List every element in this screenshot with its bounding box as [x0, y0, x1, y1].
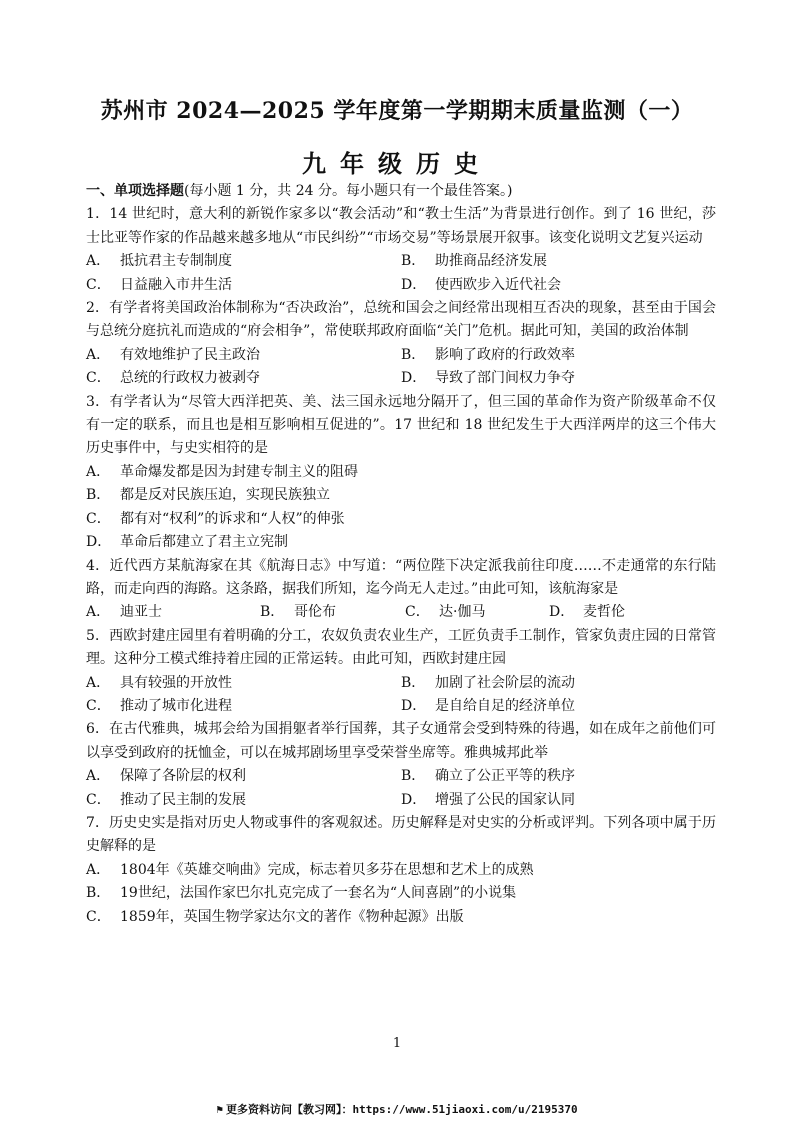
question-stem: 7．历史史实是指对历史人物或事件的客观叙述。历史解释是对史实的分析或评判。下列各项中属于历史解释的是: [86, 814, 716, 855]
option-key: C．: [86, 908, 111, 925]
option-key: D．: [86, 534, 112, 551]
option-text: 影响了政府的行政效率: [435, 346, 575, 363]
answer-option[interactable]: [86, 601, 260, 624]
option-text: 麦哲伦: [583, 604, 625, 621]
answer-option[interactable]: [401, 367, 716, 390]
question-stem: 5．西欧封建庄园里有着明确的分工，农奴负责农业生产，工匠负责手工制作，管家负责庄园的日常管理。这种分工模式维持着庄园的正常运转。由此可知，西欧封建庄园: [86, 627, 716, 668]
section-note: (每小题 1 分，共 24 分。每小题只有一个最佳答案。): [184, 183, 513, 199]
answer-option[interactable]: [86, 672, 401, 695]
answer-option[interactable]: [405, 601, 549, 624]
answer-option[interactable]: [86, 508, 716, 531]
answer-option[interactable]: [86, 250, 401, 273]
option-text: 具有较强的开放性: [120, 674, 232, 691]
option-key: B．: [401, 346, 426, 363]
option-group: [86, 765, 716, 812]
footer-link[interactable]: [0, 1101, 794, 1117]
option-text: 加剧了社会阶层的流动: [435, 674, 575, 691]
answer-option[interactable]: [86, 344, 401, 367]
option-group: [86, 601, 716, 624]
option-text: 哥伦布: [294, 604, 336, 621]
footer-text: 更多资料访问【教习网】：https://www.51jiaoxi.com/u/2195370: [225, 1103, 578, 1116]
option-group: [86, 461, 716, 555]
option-text: 推动了城市化进程: [120, 697, 232, 714]
option-key: B．: [86, 487, 111, 504]
option-key: D．: [401, 370, 427, 387]
option-text: 1859年，英国生物学家达尔文的著作《物种起源》出版: [120, 908, 464, 925]
answer-option[interactable]: [86, 484, 716, 507]
question-stem: 4．近代西方某航海家在其《航海日志》中写道：“两位陛下决定派我前往印度……不走通常的东行陆路，而走向西的海路。这条路，据我们所知，迄今尚无人走过。”由此可知，该航海家是: [86, 557, 716, 597]
option-text: 助推商品经济发展: [435, 253, 547, 270]
answer-option[interactable]: [86, 882, 716, 905]
option-key: A．: [86, 463, 111, 480]
option-text: 都有对“权利”的诉求和“人权”的伸张: [120, 510, 345, 527]
option-text: 增强了公民的国家认同: [435, 791, 575, 808]
section-heading: [86, 180, 716, 203]
answer-option[interactable]: [549, 601, 625, 624]
answer-option[interactable]: [86, 461, 716, 484]
option-key: C．: [86, 370, 111, 387]
answer-option[interactable]: [86, 859, 716, 882]
answer-option[interactable]: [86, 789, 401, 812]
option-text: 达·伽马: [439, 604, 486, 621]
section-title: 一、单项选择题: [86, 183, 184, 199]
option-key: B．: [401, 674, 426, 691]
option-text: 19世纪，法国作家巴尔扎克完成了一套名为“人间喜剧”的小说集: [120, 885, 517, 902]
option-key: B．: [401, 768, 426, 785]
option-key: C．: [86, 276, 111, 293]
option-group: [86, 344, 716, 391]
question-stem: 3．有学者认为“尽管大西洋把英、美、法三国永远地分隔开了，但三国的革命作为资产阶级革命不仅有一定的联系，而且也是相互影响相互促进的”。17 世纪和 18 世纪发生于大西洋两岸的这三个伟大历史事件中，与史实相符的是: [86, 393, 716, 457]
question-stem: 2．有学者将美国政治体制称为“否决政治”，总统和国会之间经常出现相互否决的现象，甚至由于国会与总统分庭抗礼而造成的“府会相争”，常使联邦政府面临“关门”危机。据此可知，美国的政治体制: [86, 300, 716, 340]
option-text: 保障了各阶层的权利: [120, 768, 246, 785]
answer-option[interactable]: [86, 906, 716, 929]
answer-option[interactable]: [401, 789, 716, 812]
exam-content: [86, 180, 716, 929]
option-text: 抵抗君主专制制度: [120, 253, 232, 270]
option-key: D．: [549, 604, 575, 621]
flag-icon: ⚑: [216, 1103, 223, 1116]
option-text: 确立了公正平等的秩序: [435, 768, 575, 785]
option-text: 使西欧步入近代社会: [435, 276, 561, 293]
option-text: 日益融入市井生活: [120, 276, 232, 293]
question-stem: 1．14 世纪时，意大利的新锐作家多以“教会活动”和“教士生活”为背景进行创作。到了 16 世纪，莎士比亚等作家的作品越来越多地从“市民纠纷”“市场交易”等场景展开叙事。该变化说明文艺复兴运动: [86, 206, 716, 246]
question-list: [86, 203, 716, 929]
answer-option[interactable]: [401, 274, 716, 297]
option-text: 迪亚士: [120, 604, 162, 621]
answer-option[interactable]: [401, 344, 716, 367]
option-key: A．: [86, 346, 111, 363]
answer-option[interactable]: [86, 531, 716, 554]
question-stem: 6．在古代雅典，城邦会给为国捐躯者举行国葬，其子女通常会受到特殊的待遇，如在成年之前他们可以享受到政府的抚恤金，可以在城邦剧场里享受荣誉坐席等。雅典城邦此举: [86, 721, 716, 761]
option-key: D．: [401, 276, 427, 293]
option-key: C．: [86, 791, 111, 808]
answer-option[interactable]: [86, 367, 401, 390]
option-key: C．: [405, 604, 430, 621]
option-key: B．: [86, 885, 111, 902]
option-key: A．: [86, 768, 111, 785]
option-key: B．: [401, 253, 426, 270]
exam-subject: 九年级历史: [302, 149, 492, 178]
answer-option[interactable]: [86, 765, 401, 788]
option-key: C．: [86, 697, 111, 714]
option-text: 总统的行政权力被剥夺: [120, 370, 260, 387]
option-group: [86, 250, 716, 297]
answer-option[interactable]: [86, 695, 401, 718]
option-text: 革命后都建立了君主立宪制: [120, 534, 288, 551]
option-text: 有效地维护了民主政治: [120, 346, 260, 363]
option-key: B．: [260, 604, 285, 621]
option-key: A．: [86, 604, 111, 621]
option-text: 都是反对民族压迫，实现民族独立: [120, 487, 330, 504]
option-group: [86, 672, 716, 719]
option-text: 革命爆发都是因为封建专制主义的阻碍: [120, 463, 358, 480]
option-text: 1804年《英雄交响曲》完成，标志着贝多芬在思想和艺术上的成熟: [120, 861, 534, 878]
page-number: 1: [392, 1036, 402, 1051]
option-key: D．: [401, 791, 427, 808]
answer-option[interactable]: [86, 274, 401, 297]
answer-option[interactable]: [401, 765, 716, 788]
option-key: C．: [86, 510, 111, 527]
option-key: A．: [86, 253, 111, 270]
option-key: A．: [86, 674, 111, 691]
exam-title: 苏州市 2024—2025 学年度第一学期期末质量监测（一）: [100, 98, 694, 124]
option-group: [86, 859, 716, 929]
answer-option[interactable]: [260, 601, 405, 624]
option-text: 推动了民主制的发展: [120, 791, 246, 808]
option-key: A．: [86, 861, 111, 878]
option-text: 是自给自足的经济单位: [435, 697, 575, 714]
answer-option[interactable]: [401, 695, 716, 718]
option-key: D．: [401, 697, 427, 714]
answer-option[interactable]: [401, 250, 716, 273]
answer-option[interactable]: [401, 672, 716, 695]
option-text: 导致了部门间权力争夺: [435, 370, 575, 387]
